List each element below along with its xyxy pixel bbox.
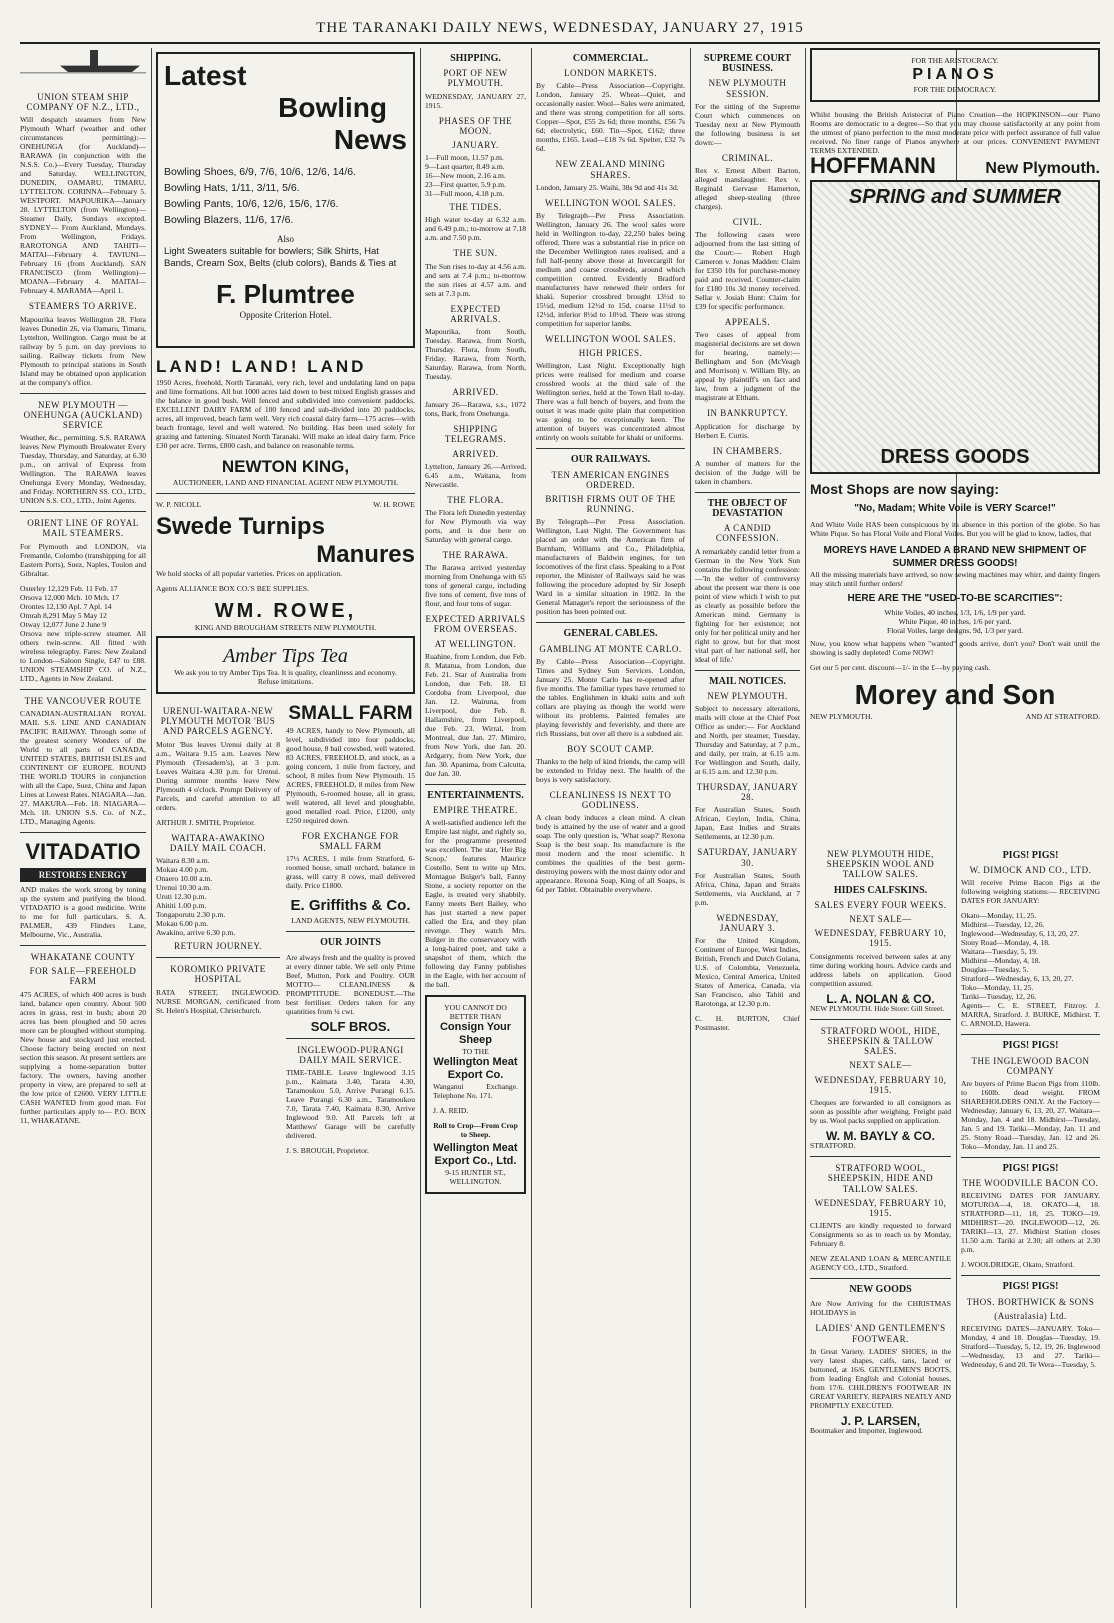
- divider: [810, 1019, 951, 1020]
- bankruptcy-heading: IN BANKRUPTCY.: [707, 408, 788, 419]
- divider: [156, 493, 415, 494]
- discount-line: Get our 5 per cent. discount—1/- in the £—by paying cash.: [810, 663, 991, 673]
- consign-company: Wellington Meat Export Co.: [433, 1056, 518, 1082]
- pianos-title: PIANOS: [912, 66, 998, 83]
- bowling-title-3: News: [333, 124, 407, 155]
- pianos-body: Whilst housing the British Aristocrat of Piano Creation—the HOPKINSON—our Piano Rooms are democratic to a degree—So that you may choose satisfactorily at any point from the utmost of piano perfection to the most moderate price with perfect assurance of full value received. No finer range of Pianos anywhere at our prices. CONVENIENT PAYMENT TERMS EXTENDED.: [810, 110, 1100, 155]
- column-rule: [420, 48, 421, 1608]
- criminal-heading: CRIMINAL.: [721, 152, 774, 163]
- stratford2-heading: STRATFORD WOOL, SHEEPSKIN, HIDE AND TALLOW SALES.: [827, 1163, 934, 1194]
- amber-tips-sub: We ask you to try Amber Tips Tea. It is quality, cleanliness and economy. Refuse imitations.: [174, 668, 397, 686]
- coach-time: Awakino, arrive 6.30 p.m.: [156, 928, 236, 938]
- wednesday-body: For the United Kingdom, Continent of Europe, West Indies, British, French and Dutch Guiana, U.S. of Colombia, Venezuela, Mexico, Central America, United States of America, Canada, via San Francisco, also Tahiti and Rarotonga, at 12.30 p.m.: [695, 936, 800, 1009]
- railways-body: By Telegraph—Per Press Association. Wellington, Last Night. The Government has placed an order with the American firm of Burnham, Williams and Co., Philadelphia, manufacturers of Baldwin engines, for ten locomotives of the first class. Speaking to a Post reporter, the Minister of Railways said he was following the procedure adopted by Sir Joseph Ward in a similar situation in 1902. In the General Manager's report the seriousness of the position has been pointed out.: [536, 517, 685, 617]
- pigs-firm-2: THE INGLEWOOD BACON COMPANY: [971, 1055, 1090, 1076]
- pigs-heading-3: PIGS! PIGS!: [1002, 1163, 1059, 1175]
- return-heading: RETURN JOURNEY.: [174, 941, 262, 952]
- joints-body: Are always fresh and the quality is proved at every dinner table. We sell only Prime Beef, Mutton, Pork and Poultry. OUR MOTTO— CLEANLINESS & PROMPTITUDE. BONEDUST.—The best fertiliser. Orders taken for any quantities from ¼ cwt.: [286, 952, 415, 1016]
- hoffmann-city: New Plymouth.: [985, 160, 1100, 177]
- column-ads-center: [156, 48, 415, 1608]
- mail-heading: MAIL NOTICES.: [709, 675, 786, 687]
- onehunga-body: Weather, &c., permitting. S.S. RARAWA leaves New Plymouth Breakwater Every Tuesday, Thursday, and Saturday, at 6.30 p.m., on arrival of Express from Wellington. The RARAWA leaves Onehunga Every Monday, Wednesday, and Friday. NORTHERN SS. CO., LTD., UNION S.S. CO., LTD., Joint Agents.: [20, 433, 146, 506]
- sun-heading: THE SUN.: [453, 248, 498, 259]
- orient-heading: ORIENT LINE OF ROYAL MAIL STEAMERS.: [27, 518, 139, 539]
- mining-body: London, January 25. Waihi, 38s 9d and 41s 3d.: [536, 182, 679, 192]
- vancouver-heading: THE VANCOUVER ROUTE: [24, 695, 142, 706]
- usco-heading: UNION STEAM SHIP COMPANY OF N.Z., LTD.,: [26, 92, 140, 113]
- lower-ads-left: [156, 702, 280, 1161]
- new-goods-body: Are Now Arriving for the CHRISTMAS HOLIDAYS in: [810, 1299, 951, 1318]
- pigs-firm-4: THOS. BORTHWICK & SONS: [966, 1296, 1095, 1307]
- vitadatio-body: AND makes the work strong by toning up the system and purifying the blood. VITADATIO is a good medicine. Write to me for full particulars. S. A. PALMER, 439 Flinders Lane, Melbourne, Vic., Australia.: [20, 885, 146, 940]
- footwear-heading: LADIES' AND GENTLEMEN'S FOOTWEAR.: [815, 1323, 946, 1344]
- joints-heading: OUR JOINTS: [320, 937, 381, 949]
- pigs-date: Tariki—Tuesday, 12, 26.: [961, 992, 1037, 1002]
- freehold-heading: FOR SALE—FREEHOLD FARM: [29, 966, 137, 987]
- bowling-item: Bowling Shoes, 6/9, 7/6, 10/6, 12/6, 14/6.: [164, 166, 357, 178]
- rarawa-body: The Rarawa arrived yesterday morning from Onehunga with 65 tons of general cargo, including five tons of cement, five tons of flour, and four tons of sugar.: [425, 563, 526, 609]
- coach-times: [156, 856, 280, 937]
- pigs-heading-4: PIGS! PIGS!: [1002, 1281, 1059, 1293]
- telegrams-sub: ARRIVED.: [452, 448, 499, 459]
- coach-time: Tongaporutu 2.30 p.m.: [156, 910, 226, 920]
- consign-sign: J. A. REID.: [433, 1106, 469, 1116]
- wool-sales-heading: WELLINGTON WOOL SALES.: [544, 197, 677, 208]
- divider: [286, 931, 415, 932]
- column-commercial: [536, 48, 685, 1608]
- nz-loan: NEW ZEALAND LOAN & MERCANTILE AGENCY CO., LTD., Stratford.: [810, 1254, 951, 1273]
- column-hides-footwear: [810, 845, 951, 1605]
- consign-sheep-ad: [425, 995, 526, 1194]
- bowling-extra: Light Sweaters suitable for bowlers; Silk Shirts, Hat Bands, Cream Sox, Belts (club colors), Bands & Ties at: [164, 246, 397, 270]
- pianos-top: FOR THE ARISTOCRACY.: [911, 56, 999, 65]
- orient-row: Orontes 12,130 Apl. 7 Apl. 14: [20, 601, 112, 611]
- land-body: 1950 Acres, freehold, North Taranaki, very rich, level and undulating land on papa and lime formations. All but 1000 acres laid down to best mixed English grasses and the balance in good bush. Well fenced and subdivided into convenient paddocks. EXCELLENT DAIRY FARM of 100 fenced and sub-divided into 20 paddocks, acres, all improved, beach farm well. Very rich coastal dairy farm—175 acres—with beach frontage, level and well watered. No building. Has been used solely for grazing and fattening. Situated North Taranaki. Will make an ideal dairy farm. Price £30 per acre. Terms, £800 cash, and balance on reasonable terms.: [156, 378, 415, 450]
- pigs-date: Toko—Monday, 11, 25.: [961, 983, 1034, 993]
- steamer-illustration: [20, 48, 146, 88]
- overseas-heading: EXPECTED ARRIVALS FROM OVERSEAS.: [425, 614, 526, 635]
- shops-quote: "No, Madam; White Voile is VERY Scarce!": [854, 503, 1056, 515]
- pigs-body-1: Will receive Prime Bacon Pigs at the following weighing stations:— RECEIVING DATES FOR JANUARY:: [961, 878, 1100, 906]
- coach-time: Mokau 4.00 p.m.: [156, 865, 209, 875]
- consign-address: 9-15 HUNTER ST., WELLINGTON.: [445, 1168, 506, 1187]
- column-large-ads: [810, 48, 1100, 838]
- vitadatio-banner: RESTORES ENERGY: [20, 868, 146, 882]
- wednesday-heading: WEDNESDAY, JANUARY 3.: [716, 912, 779, 934]
- larsen-name: J. P. LARSEN,: [840, 1413, 921, 1428]
- divider: [961, 1157, 1100, 1158]
- divider: [695, 492, 800, 493]
- tides-heading: THE TIDES.: [449, 202, 502, 213]
- flora-body: The Flora left Dunedin yesterday for New Plymouth via way ports, and is due here on Saturday with general cargo.: [425, 508, 526, 545]
- chambers-body: A number of matters for the decision of the Judge will be taken in chambers.: [695, 458, 800, 486]
- shipping-heading: SHIPPING.: [450, 53, 501, 64]
- motor-body: Motor 'Bus leaves Urenui daily at 8 a.m., Waitara 9.15 a.m. Leaves New Plymouth (Tresadern's), at 3 p.m. Leaves Waitara 4.30 p.m. for Urenui. During summer months leave New Plymouth 4 o'clock. Prompt Delivery of Parcels, and careful attention to all orders.: [156, 739, 280, 812]
- column-rule: [805, 48, 806, 1608]
- wool-sales-body: By Telegraph—Per Press Association. Wellington, January 26. The wool sales were held in Wellington to-day, 22,250 bales being offered. There was a substantial rise in price on the December Wellington rates realised, and a full half-penny above those at Invercargill for medium and coarse crossbreds, around which competition centred. Evidently Bradford manufacturers have renewed their orders for khaki. Superior crossbred brought 13½d to 15½d, medium 12½d to 15d, coarse 11½d to 12½d, inferior 8½d to 10½d. There was strong competition for superior lambs.: [536, 211, 685, 329]
- coach-heading: WAITARA-AWAKINO DAILY MAIL COACH.: [169, 832, 267, 853]
- pigs-agents-1: Agents— C. E. STREET, Fitzroy. J. MARRA, Stratford. J. BURKE, Midhirst. T. C. ARNOLD, Hawera.: [961, 1001, 1100, 1029]
- divider: [20, 945, 146, 946]
- stratford2-body: CLIENTS are kindly requested to forward Consignments so as to reach us by Monday, February 8.: [810, 1221, 951, 1249]
- agents-line: Agents ALLIANCE BOX CO.'S BEE SUPPLIES.: [156, 584, 310, 593]
- amber-tips-title: Amber Tips Tea: [223, 645, 348, 667]
- coach-time: Mokau 6.00 p.m.: [156, 919, 209, 929]
- railways-heading: OUR RAILWAYS.: [570, 454, 651, 466]
- column-rule: [531, 48, 532, 1608]
- inglewood-body: TIME-TABLE. Leave Inglewood 3.15 p.m., Kaimata 3.40, Tarata 4.30, Taramoukou 5.0, Arrive Purangi 6.15. Leave Purangi 6.30 a.m., Taramoukou 7.0, Tarata 7.40, Kaimata 8.30, Arrive Inglewood 9.0. All Parcels left at Matthews' Garage will be carefully delivered.: [286, 1068, 415, 1141]
- moon-phase: 31—Full moon, 4.18 p.m.: [425, 189, 505, 199]
- divider: [20, 511, 146, 512]
- larsen-sub: Bootmaker and Importer, Inglewood.: [810, 1426, 923, 1436]
- bowling-also: Also: [276, 234, 294, 244]
- devastation-heading: THE OBJECT OF DEVASTATION: [707, 497, 788, 520]
- bowling-item: Bowling Hats, 1/11, 3/11, 5/6.: [164, 182, 300, 194]
- telegrams-heading: SHIPPING TELEGRAMS.: [444, 424, 507, 445]
- arrived-body: January 26—Rarawa, s.s., 1072 tons, Bark, from Onehunga.: [425, 400, 526, 419]
- stratford-body: Cheques are forwarded to all consignors as soon as possible after weighing. Freight paid by us. Wool packs supplied on application.: [810, 1098, 951, 1126]
- scarcity-item: White Voiles, 40 inches, 1/3, 1/6, 1/9 per yard.: [884, 608, 1026, 618]
- onehunga-heading: NEW PLYMOUTH — ONEHUNGA (AUCKLAND) SERVICE: [23, 399, 143, 431]
- court-body: For the sitting of the Supreme Court which commences on Tuesday next at New Plymouth the following business is set down:—: [695, 101, 800, 147]
- bowling-price-list: [164, 164, 407, 228]
- morey-new-plymouth: NEW PLYMOUTH.: [810, 712, 873, 722]
- lower-ads-right: [286, 702, 415, 1161]
- mining-heading: NEW ZEALAND MINING SHARES.: [555, 159, 666, 180]
- column-rule: [151, 48, 152, 1608]
- sun-body: The Sun rises to-day at 4.56 a.m. and sets at 7.4 p.m.; to-morrow the sun rises at 4.57 a.m. and sets at 7.3 p.m.: [425, 261, 526, 298]
- stratford-next: NEXT SALE—: [849, 1060, 912, 1071]
- morey-stratford: AND AT STRATFORD.: [1025, 712, 1100, 722]
- scarcities-list: [810, 608, 1100, 635]
- divider: [961, 1034, 1100, 1035]
- hoffmann-row: [810, 153, 1100, 178]
- scarcities-heading: HERE ARE THE "USED-TO-BE SCARCITIES":: [847, 593, 1063, 605]
- coach-time: Onaero 10.00 a.m.: [156, 874, 213, 884]
- dress-goods-illustration: [810, 180, 1100, 474]
- pigs-date: Stratford—Wednesday, 6, 13, 20, 27.: [961, 974, 1074, 984]
- bowling-item: Bowling Pants, 10/6, 12/6, 15/6, 17/6.: [164, 198, 339, 210]
- pigs-date: Inglewood—Wednesday, 6, 13, 20, 27.: [961, 929, 1080, 939]
- whakatane-heading: WHAKATANE COUNTY: [30, 952, 136, 963]
- scout-heading: BOY SCOUT CAMP.: [567, 743, 654, 754]
- griffiths-name: E. Griffiths & Co.: [290, 897, 411, 915]
- pianos-bottom: FOR THE DEMOCRACY.: [913, 85, 997, 94]
- railways-sub-2: BRITISH FIRMS OUT OF THE RUNNING.: [545, 494, 676, 515]
- small-farm-title: SMALL FARM: [288, 703, 413, 724]
- pigs-date: Waitara—Tuesday, 5, 19.: [961, 947, 1038, 957]
- stratford-date: WEDNESDAY, FEBRUARY 10, 1915.: [814, 1074, 947, 1095]
- chambers-heading: IN CHAMBERS.: [712, 445, 783, 456]
- rowe-name: W. H. ROWE: [373, 500, 415, 509]
- empire-heading: EMPIRE THEATRE.: [433, 805, 518, 816]
- wm-rowe-sub: KING AND BROUGHAM STREETS NEW PLYMOUTH.: [194, 623, 377, 632]
- devastation-sub: A CANDID CONFESSION.: [715, 523, 780, 544]
- pigs-date: Midhirst—Monday, 4, 18.: [961, 956, 1041, 966]
- hide-next: NEXT SALE—: [849, 914, 912, 925]
- bayly-sub: STRATFORD.: [810, 1141, 856, 1151]
- wool-sales-body-2: Wellington, Last Night. Exceptionally high prices were realised for medium and coarse crossbred wools at the third sale of the Wellington series, held at the Town Hall to-day. There was a full bench of buyers, and from the outset it was made quite plain that competition was going to be exceptionally keen. The attention of buyers was concentrated almost entirely on wools suitable for khaki or uniforms.: [536, 361, 685, 443]
- motor-heading: URENUI-WAITARA-NEW PLYMOUTH MOTOR 'BUS AND PARCELS AGENCY.: [160, 706, 276, 737]
- dress-goods: DRESS GOODS: [880, 446, 1030, 468]
- column-shipping-ads: [20, 48, 146, 1608]
- land-heading: LAND! LAND! LAND: [156, 357, 367, 376]
- expected-heading: EXPECTED ARRIVALS.: [450, 303, 501, 324]
- bayly-name: W. M. BAYLY & CO.: [826, 1129, 935, 1144]
- entertainments-heading: ENTERTAINMENTS.: [427, 789, 524, 801]
- criminal-body: Rex v. Ernest Albert Barton, alleged manslaughter. Rex v. Reginald Gervase Hamerton, alleged sheep-stealing (three charges).: [695, 166, 800, 212]
- hide-every: SALES EVERY FOUR WEEKS.: [814, 899, 947, 910]
- cables-body: By Cable—Press Association—Copyright. Times and Sydney Sun Services. London, January 25. Monte Carlo has re-opened after five months. The familiar types have returned to the tables. Englishmen in khaki suits and soft collars are playing as though the world were without its problems. Painted females are playing feverishly and feverishly, and there are rich Russians, but over all there is a subdued air.: [536, 656, 685, 738]
- scout-body: Thanks to the help of kind friends, the camp will be extended to Friday next. The health of the boys is very satisfactory.: [536, 757, 685, 785]
- vancouver-body: CANADIAN-AUSTRALIAN ROYAL MAIL S.S. LINE AND CANADIAN PACIFIC RAILWAY. Through some of the greatest scenery Wonders of the World to all parts of CANADA, UNITED STATES, BRITISH ISLES and CONTINENT OF EUROPE. ROUND THE WORLD TOURS in conjunction with all the Cape, Suez, China and Japan Lines at Lowest Rates. NIAGARA—Jan. 27. MAKURA—Feb. 18. NIAGARA—Mch. 18. UNION S.S. Co. of N.Z., LTD., Managing Agents.: [20, 708, 146, 826]
- small-farm-body: 49 ACRES, handy to New Plymouth, all level, subdivided into four paddocks, good house, 8 bail cowshed, well watered. 83 ACRES, FREEHOLD, and stock, as a going concern, 1 mile from factory, and school, 8 miles from New Plymouth. 15 ACRES, FREEHOLD, 8 miles from New Plymouth, 6-roomed house, all in grass, well watered, all level and ploughable, good metalled road. Price, £1200, only £250 required down.: [286, 726, 415, 825]
- orient-row: Osterley 12,129 Feb. 11 Feb. 17: [20, 583, 118, 593]
- consign-to: TO THE: [462, 1047, 489, 1057]
- hoffmann-name: HOFFMANN: [810, 153, 936, 178]
- cleanliness-heading: CLEANLINESS IS NEXT TO GODLINESS.: [549, 790, 672, 811]
- solf-bros: SOLF BROS.: [310, 1018, 391, 1034]
- coach-time: Uruti 12.30 p.m.: [156, 892, 207, 902]
- shops-body: And White Voile HAS been conspicuous by its absence in this portion of the globe. So has White Pique. So has Floral Voile and Floral Voiles. But you will be glad to know, ladies, that: [810, 520, 1100, 539]
- thursday-body: For Australian States, South African, Ceylon, India, China, Japan, East Indies and Straits Settlements, at 12.30 p.m.: [695, 805, 800, 842]
- column-pigs: [961, 845, 1100, 1605]
- overseas-sub: AT WELLINGTON.: [434, 638, 517, 649]
- mail-body: Subject to necessary alterations, mails will close at the Chief Post Office as under:— For Auckland and North, per steamer, Tuesday, Thursday and Saturday, at 7 p.m., and daily, per train, at 6.15 a.m. For Wellington and South, daily, at 6.15 a.m. and 12.30 p.m.: [695, 704, 800, 777]
- divider: [536, 448, 685, 449]
- pigs-sub-4: (Australasia) Ltd.: [994, 1310, 1067, 1321]
- freehold-body: 475 ACRES, of which 400 acres is bush land, balance open country. About 500 acres in grass, rest in bush; about 20 acres has been ploughed and 50 acres more can be ploughed without stumping. New house and stockyard just erected. Choose factory being erected on next section this season. At present settlers are supplying a home-separation butter factory. The owners, having another property in view, are prepared to sell at the low price of £2600. VERY LITTLE CASH WANTED from good man. For further particulars apply to— P.O. BOX 11, WHAKATANE.: [20, 989, 146, 1125]
- plumtree-address: Opposite Criterion Hotel.: [239, 310, 332, 321]
- new-goods-heading: NEW GOODS: [849, 1284, 912, 1296]
- nicoll-name: W. P. NICOLL: [156, 500, 202, 509]
- manures: Manures: [316, 541, 415, 568]
- divider: [536, 622, 685, 623]
- hide-body: Consignments received between sales at any time during working hours. Advice cards and address labels on application. Good competition assured.: [810, 951, 951, 988]
- coach-time: Urenui 10.30 a.m.: [156, 883, 212, 893]
- pigs-dates-1: [961, 911, 1100, 1001]
- bowling-ad: [156, 52, 415, 348]
- saturday-body: For Australian States, South Africa, China, Japan and Straits Settlements, via Auckland, at 7 p.m.: [695, 870, 800, 907]
- griffiths-sub: LAND AGENTS, NEW PLYMOUTH.: [291, 916, 410, 926]
- coach-time: Ahititi 1.00 p.m.: [156, 901, 207, 911]
- vitadatio-title: VITADATIO: [25, 838, 141, 864]
- hide-heading: NEW PLYMOUTH HIDE, SHEEPSKIN WOOL AND TALLOW SALES.: [826, 849, 935, 880]
- moon-phase: 23—First quarter, 5.9 p.m.: [425, 180, 506, 190]
- agents-row: [156, 500, 415, 509]
- court-sub: NEW PLYMOUTH SESSION.: [708, 78, 787, 99]
- exchange-body: 17½ ACRES, 1 mile from Stratford, 6-roomed house, small orchard, balance in grass, will carry 8 cows, mail delivered daily. Price £1800.: [286, 854, 415, 891]
- spring-summer: SPRING and SUMMER: [848, 186, 1062, 209]
- wm-rowe: WM. ROWE,: [214, 600, 357, 622]
- plumtree-name: F. Plumtree: [216, 279, 355, 310]
- appeals-heading: APPEALS.: [724, 317, 771, 328]
- wool-sales-sub: HIGH PRICES.: [578, 348, 643, 359]
- usco-body: Will despatch steamers from New Plymouth Wharf (weather and other circumstances permitting):— ONEHUNGA (for Auckland)— RARAWA (in conjunction with the N.S.S. Co.)—Every Tuesday, Thursday and Saturday. WELLINGTON, DUNEDIN, OAMARU, TIMARU, LYTTELTON. CORINNA—February 5. WESTPORT. MAPOURIKA—January 28. LYTTELTON (from Wellington)—Steamer Daily, Sundays excepted. SYDNEY— From Auckland, Mondays. From Wellington, Fridays. RAROTONGA AND TAHITI— MAITAI—February 4. TAVIUNI—February 16 (from Auckland). SAN FRANCISCO (from Wellington)— MOANA—February 4. MAITAI—February 4. MARAMA—April 1.: [20, 115, 146, 296]
- divider: [425, 784, 526, 785]
- bankruptcy-body: Application for discharge by Herbert E. Curtis.: [695, 421, 800, 440]
- moreys-body: All the missing materials have arrived, so now sewing machines may whirr, and dainty fingers may stitch until further orders!: [810, 570, 1100, 589]
- london-body: By Cable—Press Association—Copyright. London, January 25. Wheat—Quiet, and occasionally easier. Wool—Sales were animated, and there was strong competition for all sorts. Copper—Spot, £55 2s 6d; three months, £56 7s 6d; electrolytic, £60. Tin—Spot, £162; three months, £165. Lead—£18 7s 6d. Spelter, £32 7s 6d.: [536, 81, 685, 154]
- coach-time: Waitara 8.30 a.m.: [156, 856, 210, 866]
- pigs-date: Okato—Monday, 11, 25.: [961, 911, 1037, 921]
- moon-heading: PHASES OF THE MOON.: [438, 115, 513, 136]
- stratford-heading: STRATFORD WOOL, HIDE, SHEEPSKIN & TALLOW SALES.: [820, 1025, 941, 1057]
- divider: [810, 1278, 951, 1279]
- consign-top: YOU CANNOT DO BETTER THAN: [444, 1003, 507, 1022]
- flora-heading: THE FLORA.: [447, 494, 504, 505]
- orient-table: [20, 584, 146, 629]
- wool-sales-heading-2: WELLINGTON WOOL SALES.: [544, 334, 677, 345]
- pigs-body-4: RECEIVING DATES—JANUARY. Toko—Monday, 4 and 18. Douglas—Tuesday, 19. Stratford—Tuesday, 5, 12, 19, 26. Inglewood—Wednesday, 13 and 27. Tariki—Wednesday, 6 and 20. Te Wera—Tuesday, 5.: [961, 1324, 1100, 1370]
- pigs-date: Stony Road—Monday, 4, 18.: [961, 938, 1050, 948]
- masthead: [20, 14, 1100, 44]
- consign-title: Consign Your Sheep: [439, 1021, 512, 1047]
- rarawa-heading: THE RARAWA.: [442, 550, 509, 561]
- moon-phase: 1—Full moon, 11.57 p.m.: [425, 153, 504, 163]
- divider: [156, 957, 280, 958]
- nolan-name: L. A. NOLAN & CO.: [826, 991, 935, 1006]
- pigs-date: Midhirst—Tuesday, 12, 26.: [961, 920, 1045, 930]
- cables-sub: GAMBLING AT MONTE CARLO.: [539, 643, 682, 654]
- bowling-item: Bowling Blazers, 11/6, 17/6.: [164, 214, 294, 226]
- devastation-body: A remarkably candid letter from a German in the New York Sun contains the following confession:—'In the welter of controversy about the present war there is one point of view which I wish to put as clearly as possible before the American mind. Germany is fighting for her existence; not only for her political unity and her right to grow, but for that most vital part of her national self, her ideal of life.': [695, 546, 800, 664]
- swede-body: We hold stocks of all popular varieties. Prices on application.: [156, 569, 343, 578]
- saturday-heading: SATURDAY, JANUARY 30.: [697, 847, 798, 868]
- divider: [286, 1038, 415, 1039]
- london-heading: LONDON MARKETS.: [564, 68, 657, 79]
- port-date: WEDNESDAY, JANUARY 27, 1915.: [425, 91, 526, 110]
- pianos-ad: [810, 48, 1100, 102]
- newton-king-sub: AUCTIONEER, LAND AND FINANCIAL AGENT NEW PLYMOUTH.: [172, 478, 399, 487]
- divider: [810, 1156, 951, 1157]
- amber-tips-ad: [156, 636, 415, 694]
- pigs-firm-3: THE WOODVILLE BACON CO.: [962, 1178, 1099, 1189]
- motor-sign: ARTHUR J. SMITH, Proprietor.: [156, 817, 256, 827]
- koromiko-body: RATA STREET, INGLEWOOD. NURSE MORGAN, certificated from St. Helen's Hospital, Christchurch.: [156, 987, 280, 1015]
- divider: [20, 393, 146, 394]
- civil-body: The following cases were adjourned from the last sitting of the Court:— Robert Hugh Cameron v. Jonas Madden: Claim for £350 10s for purchase-money paid and received. Counter-claim for £180 10s 3d money received. Sellar v. Josiah Hunt: Claim for £39 for specific performance.: [695, 230, 800, 312]
- hide-date: WEDNESDAY, FEBRUARY 10, 1915.: [814, 928, 947, 949]
- pigs-body-3: RECEIVING DATES FOR JANUARY. MOTUROA—4, 18. OKATO—4, 18. STRATFORD—11, 18, 25. TOKO—19. MIDHIRST—20. INGLEWOOD—12, 26. TARIKI—13, 27. Midhirst Station closes 11.50 a.m. Tariki at 2.30; all others at 2.30 p.m.: [961, 1191, 1100, 1255]
- pigs-body-2: Are buyers of Prime Bacon Pigs from 110lb. to 160lb. dead weight. FROM SHAREHOLDERS ONLY. At the Factory—Wednesday, January 6, 13, 20, 27. Waitara—Monday, Jan. 4 and 18. Midhirst—Tuesday, Jan. 5 and 19. Tariki—Monday, Jan. 11 and 25. Stony Road—Tuesday, Jan. 12 and 26. Toko—Monday, Jan. 11 and 25.: [961, 1079, 1100, 1152]
- consign-body: Wanganui Exchange. Telephone No. 171.: [433, 1082, 518, 1101]
- consign-company-2: Wellington Meat Export Co., Ltd.: [433, 1142, 518, 1168]
- masthead-title: THE TARANAKI DAILY NEWS, WEDNESDAY, JANUARY 27, 1915: [316, 20, 804, 36]
- moon-phases: [425, 153, 526, 198]
- appeals-body: Two cases of appeal from magisterial decisions are set down for hearing, namely:— Bellingham and Son (McVeagh and Morrison) v. William Bly, an appeal by plaintiff's on fact and law, from a judgment of the magistrate at Eltham.: [695, 330, 800, 403]
- orient-row: Otway 12,077 June 2 June 9: [20, 619, 107, 629]
- bowling-title-2: Bowling: [278, 92, 387, 123]
- overseas-body: Ruahine, from London, due Feb. 8. Matatua, from London, due Feb. 21. Star of Australia from London, due Feb. 18. El Cordoba from Liverpool, due Jan. 12. Wairuna, from Liverpool, due Feb. 8. Hallamshire, from Liverpool, due Feb. 23. Wirral, from Montreal, due Jan. 27. Mimiro, from New York, due Jan. 20. Ardgarry, from New York, due Jan. 30. Apanima, from Calcutta, due Jan. 30.: [425, 651, 526, 778]
- exchange-heading: FOR EXCHANGE FOR SMALL FARM: [301, 831, 399, 852]
- civil-heading: CIVIL.: [732, 217, 763, 228]
- inglewood-heading: INGLEWOOD-PURANGI DAILY MAIL SERVICE.: [297, 1044, 404, 1066]
- moon-phase: 9—Last quarter, 8.49 a.m.: [425, 162, 505, 172]
- divider: [20, 689, 146, 690]
- hide-sub: HIDES CALFSKINS.: [833, 884, 928, 896]
- telegrams-body: Lyttelton, January 26.—Arrived, 6.45 a.m., Waitana, from Newcastle.: [425, 461, 526, 489]
- railways-sub: TEN AMERICAN ENGINES ORDERED.: [551, 469, 670, 490]
- bowling-title-1: Latest: [164, 60, 247, 91]
- scarcity-item: White Pique, 40 inches, 1/6 per yard.: [898, 617, 1012, 627]
- stratford2-date: WEDNESDAY, FEBRUARY 10, 1915.: [814, 1197, 947, 1219]
- scarcities-tail: Now, you know what happens when "wanted" goods arrive, don't you? Don't wait until the showing is sadly depleted! Come NOW!: [810, 639, 1100, 658]
- expected-body: Mapourika, from South, Tuesday. Rarawa, from North, Thursday. Flora, from South, Friday. Rarawa, from North, Saturday. Rarawa, from North, Tuesday.: [425, 327, 526, 382]
- divider: [20, 832, 146, 833]
- divider: [961, 1275, 1100, 1276]
- nolan-sub: NEW PLYMOUTH. Hide Store: Gill Street.: [810, 1003, 945, 1013]
- column-shipping-news: [425, 48, 526, 1608]
- moon-month: JANUARY.: [452, 140, 499, 151]
- shops-headline: Most Shops are now saying:: [810, 481, 1000, 498]
- pigs-sign-3: J. WOOLDRIDGE, Okato, Stratford.: [961, 1260, 1075, 1270]
- swede-turnips: Swede Turnips: [156, 513, 325, 540]
- mail-sub: NEW PLYMOUTH.: [707, 690, 788, 701]
- tides-body: High water to-day at 6.32 a.m. and 6.49 p.m.; to-morrow at 7.18 a.m. and 7.50 p.m.: [425, 215, 526, 243]
- pigs-date: Douglas—Tuesday, 5.: [961, 965, 1029, 975]
- divider: [695, 670, 800, 671]
- pigs-heading-1: PIGS! PIGS!: [1002, 850, 1059, 861]
- mail-sign: C. H. BURTON, Chief Postmaster.: [695, 1014, 800, 1033]
- morey-and-son: Morey and Son: [854, 679, 1056, 711]
- koromiko-heading: KOROMIKO PRIVATE HOSPITAL: [170, 964, 266, 985]
- arrive-heading: STEAMERS TO ARRIVE.: [29, 301, 137, 312]
- column-court-mail: [695, 48, 800, 1608]
- newton-king: NEWTON KING,: [221, 457, 350, 476]
- crop-line: Roll to Crop—From Crop to Sheep.: [433, 1121, 518, 1140]
- moon-phase: 16—New moon, 2.16 a.m.: [425, 171, 506, 181]
- cleanliness-body: A clean body induces a clean mind. A clean body is attained by the use of water and a good soap. The only question is, 'What soap?' Rexona Soap is the best soap. Its manufacture is the most modern and the most scientific. It combines the qualities of the best germ-destroying powers with the most dainty odor and appearance. Rexona Soap, King of all Soaps, is 6d per Tablet. Obtainable everywhere.: [536, 813, 685, 895]
- thursday-heading: THURSDAY, JANUARY 28.: [696, 782, 799, 803]
- orient-row: Omrah 8,291 May 5 May 12: [20, 610, 107, 620]
- empire-body: A well-satisfied audience left the Empire last night, and rightly so, for the programme presented was excellent. The star, 'Her Big Scoop,' features Maurice Costello. Sent to write up Mrs. Montague Bulger's ball, Fanny Stone, a society reporter on the Eagle, is treated very shabbily. Fanny meets Bert Bailey, who has just started a new paper called the Era, and they plan revenge. They watch Mrs. Bulger in the conservatory with a long-haired poet, and take a snapshot of them, which the following day Fanny publishes in the Eagle, with her account of the ball.: [425, 818, 526, 990]
- pigs-heading-2: PIGS! PIGS!: [1002, 1040, 1059, 1052]
- footwear-body: In Great Variety. LADIES' SHOES, in the very latest shapes, calfs, tans, laced or buttoned, at 16/6. GENTLEMEN'S BOOTS, from leading English and Colonial houses, from 17/6. CHILDREN'S FOOTWEAR IN GREAT VARIETY. REPAIRS NEATLY AND PROMPTLY EXECUTED.: [810, 1346, 951, 1410]
- moreys-landed: MOREYS HAVE LANDED A BRAND NEW SHIPMENT OF SUMMER DRESS GOODS!: [823, 545, 1087, 570]
- lower-ads: [156, 702, 415, 1161]
- cables-heading: GENERAL CABLES.: [563, 628, 658, 640]
- pigs-firm-1: W. DIMOCK AND CO., LTD.: [969, 865, 1092, 876]
- arrive-body: Mapourika leaves Wellington 28. Flora leaves Dunedin 26, via Oamaru, Timaru, Lyttelton, Wellington. Cargo must be at railway by 5 p.m. on day previous to sailing. Railway tickets from New Plymouth to principal stations in South Island may be obtained upon application at the company's office.: [20, 314, 146, 387]
- orient-tail: Orsova new triple-screw steamer. All others twin-screw. All fitted with wireless telegraphy. Fares: New Zealand to London—Saloon Single, £47 to £88. UNION STEAMSHIP CO. of N.Z., LTD., Agents in New Zealand.: [20, 628, 146, 683]
- orient-body: For Plymouth and LONDON, via Fremantle, Colombo (transhipping for all Eastern Ports), Suez, Naples, Toulon and Gibraltar.: [20, 541, 146, 578]
- orient-row: Orsova 12,000 Mch. 10 Mch. 17: [20, 592, 120, 602]
- column-rule: [690, 48, 691, 1608]
- morey-locations: [810, 712, 1100, 721]
- commercial-heading: COMMERCIAL.: [572, 53, 649, 64]
- scarcity-item: Floral Voiles, large designs, 9d, 1/3 per yard.: [886, 626, 1024, 636]
- inglewood-sign: J. S. BROUGH, Proprietor.: [286, 1146, 369, 1156]
- port-heading: PORT OF NEW PLYMOUTH.: [443, 68, 508, 89]
- arrived-heading: ARRIVED.: [452, 387, 499, 398]
- court-heading: SUPREME COURT BUSINESS.: [703, 53, 792, 75]
